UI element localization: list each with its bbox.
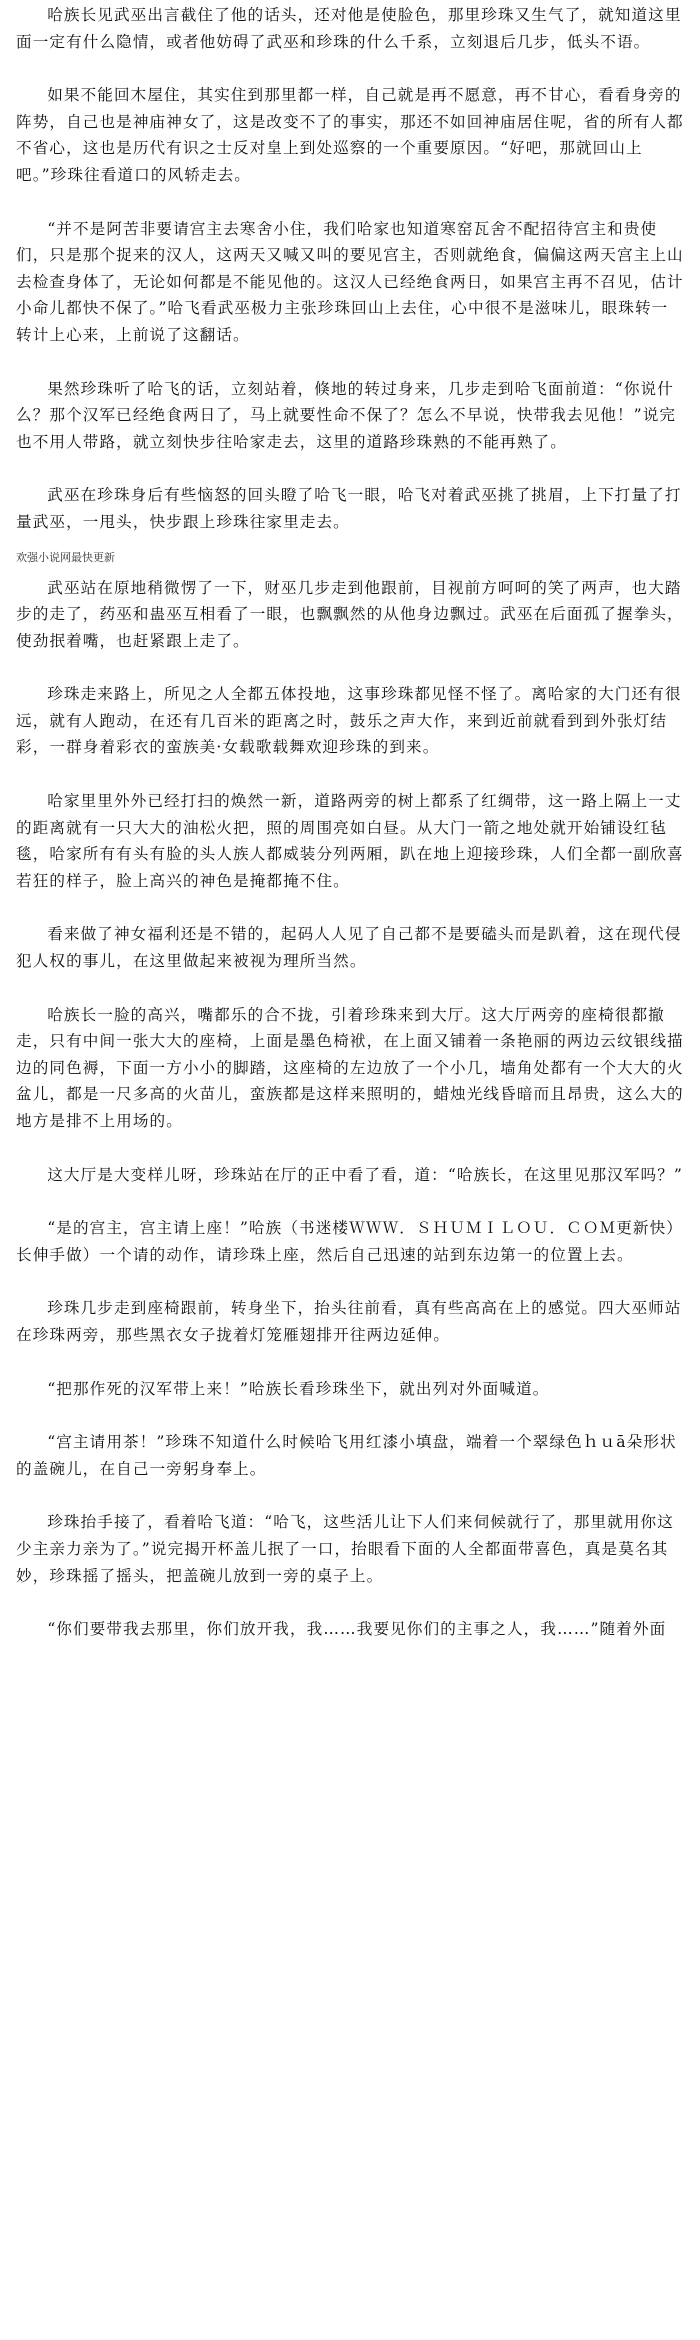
paragraph: 珍珠几步走到座椅跟前，转身坐下，抬头往前看，真有些高高在上的感觉。四大巫师站在珍珠两旁，那些黑衣女子拢着灯笼雁翅排开往两边延伸。 xyxy=(16,1299,682,1344)
paragraph: 珍珠抬手接了，看着哈飞道：“哈飞，这些活儿让下人们来伺候就行了，那里就用你这少主亲力亲为了。”说完揭开杯盖儿抿了一口，抬眼看下面的人全都面带喜色，真是莫名其妙，珍珠摇了摇头，把盖碗儿放到一旁的桌子上。 xyxy=(16,1513,674,1585)
paragraph: “宫主请用茶！”珍珠不知道什么时候哈飞用红漆小填盘，端着一个翠绿色ｈｕā朵形状的盖碗儿，在自己一旁躬身奉上。 xyxy=(16,1433,677,1478)
paragraph: 哈族长见武巫出言截住了他的话头，还对他是使脸色，那里珍珠又生气了，就知道这里面一定有什么隐情，或者他妨碍了武巫和珍珠的什么千系，立刻退后几步，低头不语。 xyxy=(16,6,682,51)
paragraph: “并不是阿苦非要请宫主去寒舍小住，我们哈家也知道寒窑瓦舍不配招待宫主和贵使们，只是那个捉来的汉人，这两天又喊又叫的要见宫主，否则就绝食，偏偏这两天宫主上山去检查身体了，无论如何都是不能见他的。这汉人已经绝食两日，如果宫主再不召见，估计小命儿都快不保了。”哈飞看武巫极力主张珍珠回山上去住，心中很不是滋味儿，眼珠转一转计上心来，上前说了这翻话。 xyxy=(16,219,684,344)
site-watermark: 欢强小说网最快更新 xyxy=(16,550,115,564)
paragraph: “把那作死的汉军带上来！”哈族长看珍珠坐下，就出列对外面喊道。 xyxy=(47,1379,550,1398)
paragraph: 看来做了神女福利还是不错的，起码人人见了自己都不是要磕头而是趴着，这在现代侵犯人权的事儿，在这里做起来被视为理所当然。 xyxy=(16,925,682,971)
paragraph: 如果不能回木屋住，其实住到那里都一样，自己就是再不愿意，再不甘心，看看身旁的阵势，自己也是神庙神女了，这是改变不了的事实，那还不如回神庙居住呢，省的所有人都不省心，这也是历代有识之士反对皇上到处巡察的一个重要原因。“好吧，那就回山上吧。”珍珠往看道口的风轿走去。 xyxy=(16,86,684,184)
paragraph: 武巫在珍珠身后有些恼怒的回头瞪了哈飞一眼，哈飞对着武巫挑了挑眉，上下打量了打量武巫，一甩头，快步跟上珍珠往家里走去。 xyxy=(16,486,682,531)
paragraph: 珍珠走来路上，所见之人全都五体投地，这事珍珠都见怪不怪了。离哈家的大门还有很远，就有人跑动，在还有几百米的距离之时，鼓乐之声大作，来到近前就看到到外张灯结彩，一群身着彩衣的蛮族美·女载歌载舞欢迎珍珠的到来。 xyxy=(16,685,682,757)
paragraph: 这大厅是大变样儿呀，珍珠站在厅的正中看了看，道：“哈族长，在这里见那汉军吗？” xyxy=(47,1165,684,1184)
paragraph: 武巫站在原地稍微愣了一下，财巫几步走到他跟前，目视前方呵呵的笑了两声，也大踏步的走了，药巫和蛊巫互相看了一眼，也飘飘然的从他身边飘过。武巫在后面孤了握拳头，使劲抿着嘴，也赶紧跟上走了。 xyxy=(16,578,684,650)
paragraph: “是的宫主，宫主请上座！”哈族（书迷楼ＷＷＷ．ＳＨＵＭＩＬＯＵ．ＣＯＭ更新快）长伸手做）一个请的动作，请珍珠上座，然后自己迅速的站到东边第一的位置上去。 xyxy=(16,1219,684,1264)
paragraph: 果然珍珠听了哈飞的话，立刻站着，倏地的转过身来，几步走到哈飞面前道：“你说什么？那个汉军已经绝食两日了，马上就要性命不保了？怎么不早说，快带我去见他！”说完也不用人带路，就立刻快步往哈家走去，这里的道路珍珠熟的不能再熟了。 xyxy=(16,379,677,451)
paragraph: 哈家里里外外已经打扫的焕然一新，道路两旁的树上都系了红绸带，这一路上隔上一丈的距离就有一只大大的油松火把，照的周围亮如白昼。从大门一箭之地处就开始铺设红毡毯，哈家所有有头有脸的头人族人都威装分列两厢，趴在地上迎接珍珠，人们全都一副欣喜若狂的样子，脸上高兴的神色是掩都掩不住。 xyxy=(16,792,684,890)
paragraph: “你们要带我去那里，你们放开我，我……我要见你们的主事之人，我……”随着外面 xyxy=(47,1620,667,1639)
paragraph: 哈族长一脸的高兴，嘴都乐的合不拢，引着珍珠来到大厅。这大厅两旁的座椅很都撤走，只有中间一张大大的座椅，上面是墨色椅袱，在上面又铺着一条艳丽的两边云纹银线描边的同色褥，下面一方小小的脚踏，这座椅的左边放了一个小几，墙角处都有一个大大的火盆儿，都是一尺多高的火苗儿，蛮族都是这样来照明的，蜡烛光线昏暗而且昂贵，这么大的地方是排不上用场的。 xyxy=(16,1005,684,1130)
